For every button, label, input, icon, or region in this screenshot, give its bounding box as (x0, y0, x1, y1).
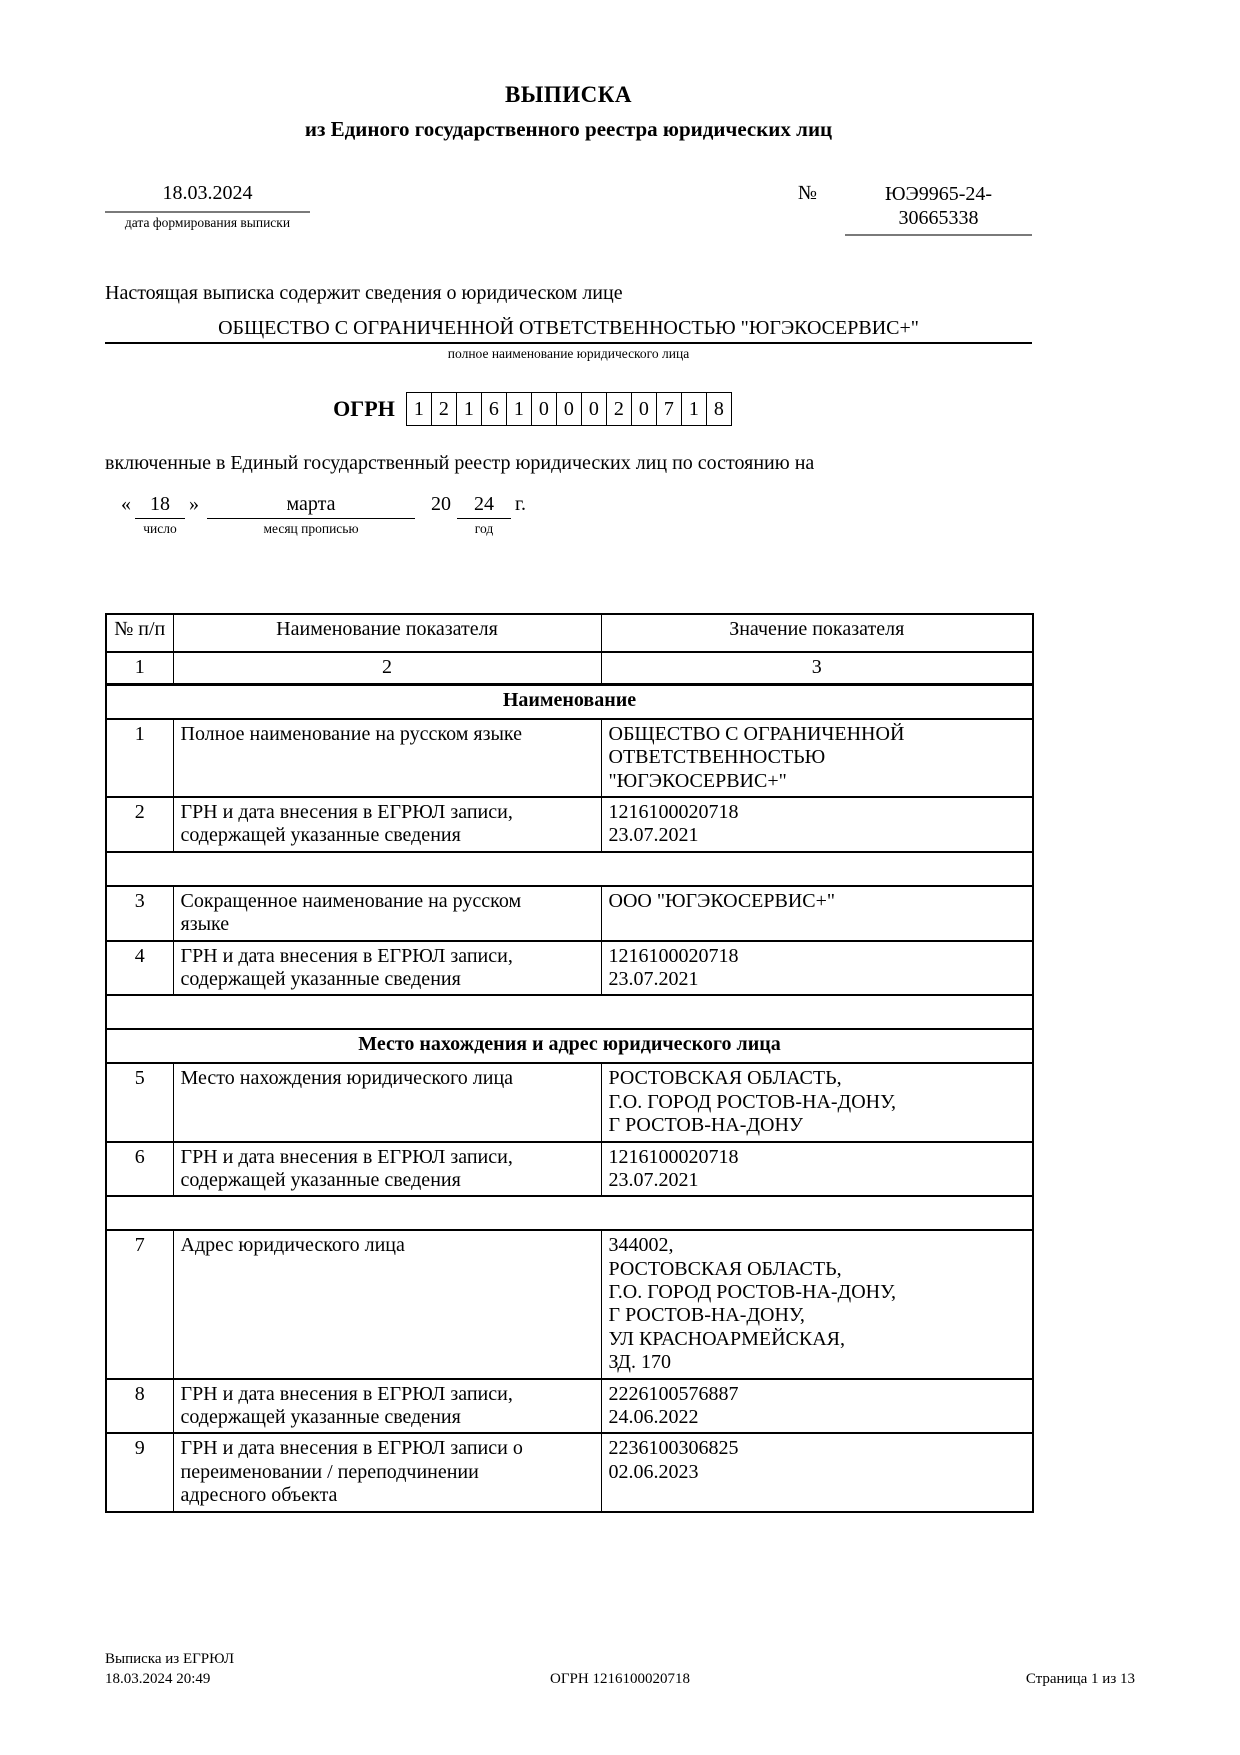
company-name-caption: полное наименование юридического лица (447, 346, 690, 361)
indicator-name-cell: Адрес юридического лица (173, 1230, 601, 1378)
intro-line: Настоящая выписка содержит сведения о юридическом лице (105, 282, 623, 304)
column-number-2: 2 (173, 652, 601, 685)
year-suffix: г. (515, 493, 526, 515)
day-value: 18 (135, 493, 185, 519)
footer-page-number: Страница 1 из 13 (1025, 1670, 1135, 1687)
open-quote: « (121, 493, 131, 515)
ogrn-digit-box: 8 (706, 392, 732, 426)
indicator-value-cell: 2236100306825 02.06.2023 (601, 1433, 1033, 1511)
indicator-value-cell: 1216100020718 23.07.2021 (601, 797, 1033, 852)
row-number-cell: 8 (106, 1379, 173, 1434)
ogrn-digit-box: 2 (431, 392, 457, 426)
indicator-value-cell: ОБЩЕСТВО С ОГРАНИЧЕННОЙ ОТВЕТСТВЕННОСТЬЮ "ЮГЭКОСЕРВИС+" (601, 719, 1033, 797)
table-row (106, 1063, 1033, 1141)
ogrn-digit-box: 6 (481, 392, 507, 426)
row-number-cell: 3 (106, 886, 173, 941)
ogrn-digit-box: 2 (606, 392, 632, 426)
ogrn-digit-box: 0 (556, 392, 582, 426)
header-cell-value: Значение показателя (601, 614, 1033, 652)
spacer-cell (106, 1196, 1033, 1230)
as-of-date-row (105, 493, 1032, 537)
table-row (106, 797, 1033, 852)
row-number-cell: 6 (106, 1142, 173, 1197)
indicator-name-cell: Место нахождения юридического лица (173, 1063, 601, 1141)
indicators-table (105, 613, 1034, 1513)
month-caption: месяц прописью (263, 521, 359, 536)
indicator-name-cell: ГРН и дата внесения в ЕГРЮЛ записи, содержащей указанные сведения (173, 1142, 601, 1197)
row-number-cell: 7 (106, 1230, 173, 1378)
header-cell-number: № п/п (106, 614, 173, 652)
meta-row (105, 182, 1032, 236)
row-number-cell: 4 (106, 941, 173, 996)
company-name: ОБЩЕСТВО С ОГРАНИЧЕННОЙ ОТВЕТСТВЕННОСТЬЮ "ЮГЭКОСЕРВИС+" (105, 317, 1032, 344)
indicator-value-cell: 344002, РОСТОВСКАЯ ОБЛАСТЬ, Г.О. ГОРОД РОСТОВ-НА-ДОНУ, Г РОСТОВ-НА-ДОНУ, УЛ КРАСНОАРМЕЙСКАЯ, ЗД. 170 (601, 1230, 1033, 1378)
extract-number-block (798, 182, 1032, 236)
document-content (105, 82, 1032, 1513)
row-number-cell: 2 (106, 797, 173, 852)
ogrn-digit-box: 1 (456, 392, 482, 426)
ogrn-digit-box: 1 (406, 392, 432, 426)
row-number-cell: 5 (106, 1063, 173, 1141)
indicator-name-cell: ГРН и дата внесения в ЕГРЮЛ записи, содержащей указанные сведения (173, 941, 601, 996)
table-header-row (106, 614, 1033, 652)
formation-date-caption: дата формирования выписки (124, 215, 291, 230)
table-section-row (106, 684, 1033, 719)
ogrn-digit-box: 7 (656, 392, 682, 426)
document-title: ВЫПИСКА (504, 82, 633, 107)
spacer-cell (106, 852, 1033, 886)
ogrn-digit-box: 0 (581, 392, 607, 426)
year-fill-group (457, 493, 511, 537)
table-section-row (106, 1029, 1033, 1063)
table-row (106, 941, 1033, 996)
footer-doc-type: Выписка из ЕГРЮЛ (105, 1651, 234, 1667)
page-footer (105, 1650, 1135, 1689)
month-fill-group (207, 493, 415, 537)
extract-number-line2: 30665338 (898, 207, 979, 229)
row-number-cell: 9 (106, 1433, 173, 1511)
column-numbers-row (106, 652, 1033, 685)
century-value: 20 (431, 493, 451, 515)
day-caption: число (143, 521, 177, 536)
indicator-name-cell: Сокращенное наименование на русском языке (173, 886, 601, 941)
table-row (106, 1433, 1033, 1511)
table-row (106, 1142, 1033, 1197)
spacer-cell (106, 995, 1033, 1029)
month-value: марта (207, 493, 415, 519)
table-spacer-row (106, 995, 1033, 1029)
footer-ogrn: ОГРН 1216100020718 (550, 1670, 690, 1687)
formation-date: 18.03.2024 (105, 182, 310, 213)
table-row (106, 1379, 1033, 1434)
column-number-1: 1 (106, 652, 173, 685)
indicator-name-cell: ГРН и дата внесения в ЕГРЮЛ записи, содержащей указанные сведения (173, 797, 601, 852)
row-number-cell: 1 (106, 719, 173, 797)
number-sign: № (797, 182, 817, 204)
column-number-3: 3 (601, 652, 1033, 685)
table-spacer-row (106, 852, 1033, 886)
indicator-name-cell: Полное наименование на русском языке (173, 719, 601, 797)
indicator-name-cell: ГРН и дата внесения в ЕГРЮЛ записи о переименовании / переподчинении адресного объекта (173, 1433, 601, 1511)
company-name-block (105, 317, 1032, 362)
extract-number (845, 182, 1032, 236)
day-fill-group (135, 493, 185, 537)
extract-number-line1: ЮЭ9965-24- (884, 183, 993, 205)
section-title: Место нахождения и адрес юридического лица (106, 1029, 1033, 1063)
section-title: Наименование (106, 684, 1033, 719)
footer-timestamp: 18.03.2024 20:49 (105, 1670, 211, 1687)
indicator-value-cell: ООО "ЮГЭКОСЕРВИС+" (601, 886, 1033, 941)
ogrn-label: ОГРН (333, 396, 395, 421)
indicator-name-cell: ГРН и дата внесения в ЕГРЮЛ записи, содержащей указанные сведения (173, 1379, 601, 1434)
table-row (106, 719, 1033, 797)
ogrn-digit-boxes (407, 392, 732, 426)
document-subtitle: из Единого государственного реестра юридических лиц (304, 117, 833, 141)
formation-date-block (105, 182, 310, 231)
footer-left (105, 1650, 405, 1689)
close-quote: » (189, 493, 199, 515)
indicator-value-cell: 1216100020718 23.07.2021 (601, 1142, 1033, 1197)
statement-line: включенные в Единый государственный реестр юридических лиц по состоянию на (105, 452, 815, 474)
ogrn-digit-box: 0 (631, 392, 657, 426)
table-spacer-row (106, 1196, 1033, 1230)
year-caption: год (474, 521, 494, 536)
header-cell-indicator: Наименование показателя (173, 614, 601, 652)
year-value: 24 (457, 493, 511, 519)
ogrn-digit-box: 1 (506, 392, 532, 426)
extract-number-underline (845, 234, 1032, 236)
indicator-value-cell: 1216100020718 23.07.2021 (601, 941, 1033, 996)
ogrn-digit-box: 0 (531, 392, 557, 426)
ogrn-digit-box: 1 (681, 392, 707, 426)
indicator-value-cell: 2226100576887 24.06.2022 (601, 1379, 1033, 1434)
indicator-value-cell: РОСТОВСКАЯ ОБЛАСТЬ, Г.О. ГОРОД РОСТОВ-НА-ДОНУ, Г РОСТОВ-НА-ДОНУ (601, 1063, 1033, 1141)
table-row (106, 886, 1033, 941)
ogrn-row (105, 392, 1032, 426)
table-row (106, 1230, 1033, 1378)
